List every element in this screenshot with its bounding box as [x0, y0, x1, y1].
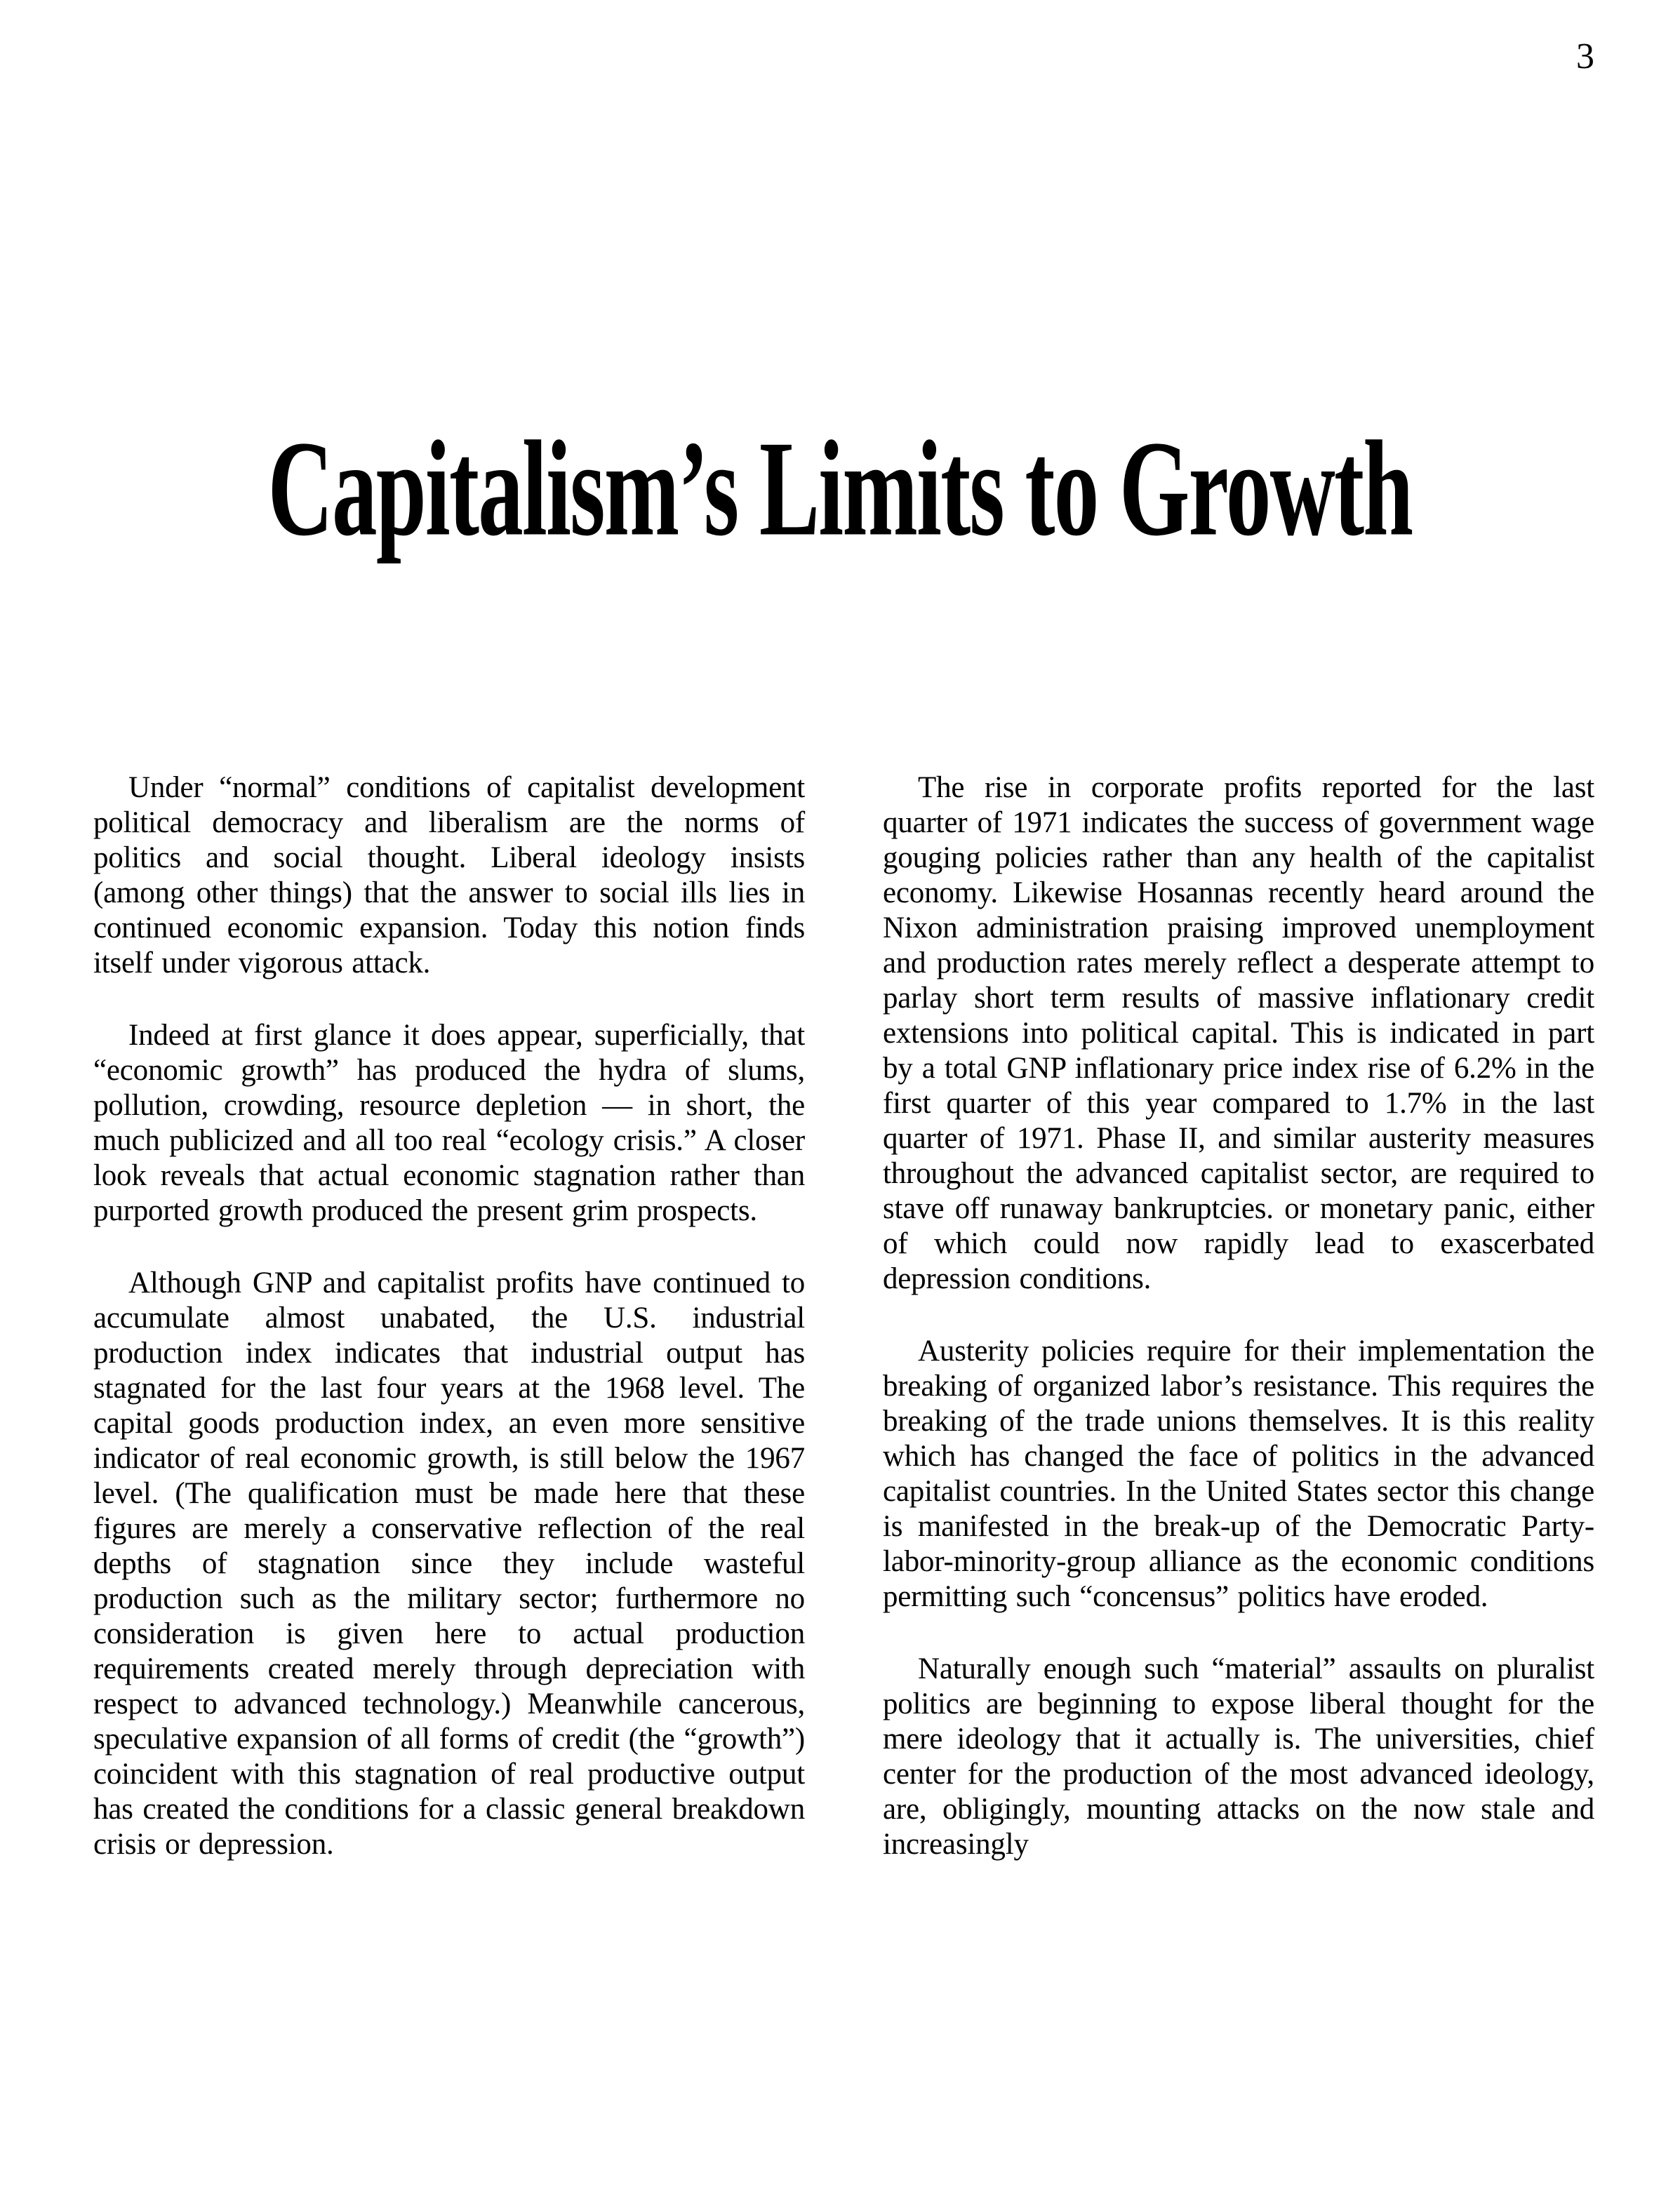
body-paragraph: Naturally enough such “material” assaults on pluralist politics are beginning to expose liberal thought for the mere ideology that it actually is. The universities, chief center for the production of the most advanced ideology, are, obligingly, mounting attacks on the now stale and increasingly	[883, 1652, 1594, 1861]
page-number: 3	[1576, 36, 1594, 76]
body-paragraph: Austerity policies require for their implementation the breaking of organized labor’s resistance. This requires the breaking of the trade unions themselves. It is this reality which has changed the face of politics in the advanced capitalist countries. In the United States sector this change is manifested in the break-up of the Democratic Party-labor-minority-group alliance as the economic conditions permitting such “concensus” politics have eroded.	[883, 1335, 1594, 1613]
body-paragraph: Under “normal” conditions of capitalist development political democracy and liberalism are the norms of politics and social thought. Liberal ideology insists (among other things) that the answer to social ills lies in continued economic expansion. Today this notion finds itself under vigorous attack.	[93, 771, 805, 980]
body-paragraph: The rise in corporate profits reported for the last quarter of 1971 indicates the success of government wage gouging policies rather than any health of the capitalist economy. Likewise Hosannas recently heard around the Nixon administration praising improved unemployment and production rates merely reflect a desperate attempt to parlay short term results of massive inflationary credit extensions into political capital. This is indicated in part by a total GNP inflationary price index rise of 6.2% in the first quarter of this year compared to 1.7% in the last quarter of 1971. Phase II, and similar austerity measures throughout the advanced capitalist sector, are required to stave off runaway bankruptcies. or monetary panic, either of which could now rapidly lead to exascerbated depression conditions.	[883, 771, 1594, 1295]
right-column	[883, 770, 1594, 1862]
body-paragraph: Although GNP and capitalist profits have continued to accumulate almost unabated, the U.S. industrial production index indicates that industrial output has stagnated for the last four years at the 1968 level. The capital goods production index, an even more sensitive indicator of real economic growth, is still below the 1967 level. (The qualification must be made here that these figures are merely a conservative reflection of the real depths of stagnation since they include wasteful production such as the military sector; furthermore no consideration is given here to actual production requirements created merely through depreciation with respect to advanced technology.) Meanwhile cancerous, speculative expansion of all forms of credit (the “growth”) coincident with this stagnation of real productive output has created the conditions for a classic general breakdown crisis or depression.	[93, 1266, 805, 1861]
article-title: Capitalism’s Limits to Growth	[267, 413, 1413, 564]
left-column	[93, 770, 805, 1862]
body-paragraph: Indeed at first glance it does appear, superficially, that “economic growth” has produced the hydra of slums, pollution, crowding, resource depletion — in short, the much publicized and all too real “ecology crisis.” A closer look reveals that actual economic stagnation rather than purported growth produced the present grim prospects.	[93, 1019, 805, 1227]
